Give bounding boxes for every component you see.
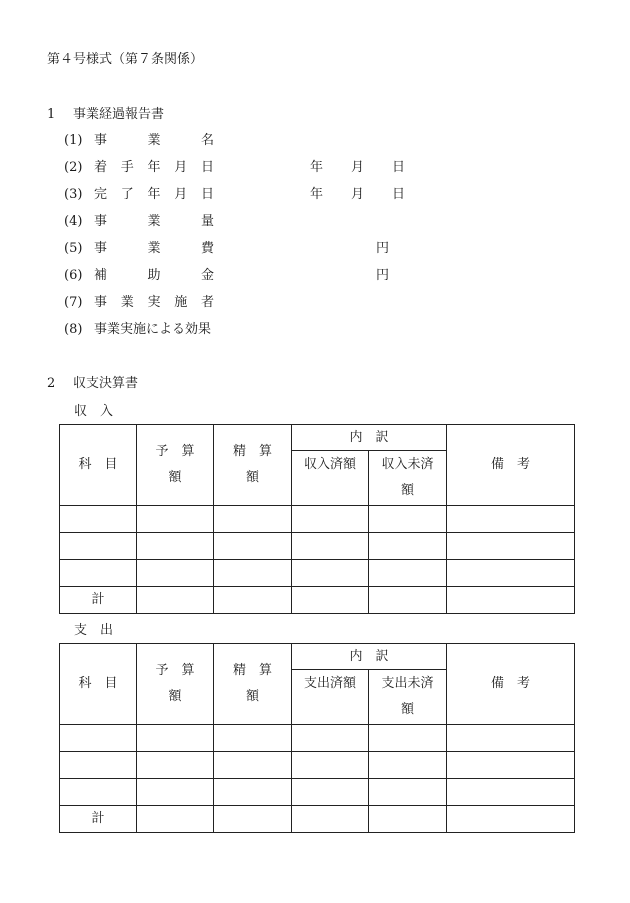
item-label: 完 了 年 月 日 [94,187,214,202]
section1-title-text: 事業経過報告書 [73,107,165,122]
header-paid: 支出済額 [292,670,369,725]
header-settlement: 精 算 額 [214,425,292,506]
header-breakdown: 内 訳 [292,425,447,451]
header-subject: 科 目 [60,425,137,506]
income-heading: 収 入 [74,404,114,419]
header-subject: 科 目 [60,644,137,725]
yen-unit: 円 [376,268,390,283]
expense-table [59,643,575,833]
header-unpaid: 支出未済 額 [369,670,447,725]
item-label: 補 助 金 [94,268,214,283]
total-row [60,806,575,833]
item-label: 事業実施による効果 [94,322,212,337]
item-label: 事 業 実 施 者 [94,295,214,310]
item-label: 着 手 年 月 日 [94,160,214,175]
form-title: 第４号様式（第７条関係） [47,52,204,67]
item-number: (4) [64,214,83,229]
item-number: (8) [64,322,83,337]
table-row [60,752,575,779]
header-budget: 予 算 額 [137,644,214,725]
total-label: 計 [60,587,137,614]
item-number: (1) [64,133,83,148]
section1-number: 1 [47,107,56,122]
total-label: 計 [60,806,137,833]
header-received: 収入済額 [292,451,369,506]
section1-title [47,108,164,121]
section2-number: 2 [47,376,56,391]
header-breakdown: 内 訳 [292,644,447,670]
item-label: 事 業 費 [94,241,214,256]
item-number: (7) [64,295,83,310]
item-label: 事 業 量 [94,214,214,229]
table-row [60,560,575,587]
header-unreceived: 収入未済 額 [369,451,447,506]
expense-heading: 支 出 [74,623,114,638]
section2-title-text: 収支決算書 [73,376,139,391]
header-settlement: 精 算 額 [214,644,292,725]
item-number: (2) [64,160,83,175]
item-number: (6) [64,268,83,283]
income-table [59,424,575,614]
date-placeholder: 年 月 日 [310,160,405,175]
header-remarks: 備 考 [447,425,575,506]
table-row [60,506,575,533]
total-row [60,587,575,614]
table-row [60,725,575,752]
yen-unit: 円 [376,241,390,256]
header-remarks: 備 考 [447,644,575,725]
table-row [60,533,575,560]
date-placeholder: 年 月 日 [310,187,405,202]
item-label: 事 業 名 [94,133,214,148]
header-budget: 予 算 額 [137,425,214,506]
item-number: (5) [64,241,83,256]
item-number: (3) [64,187,83,202]
section2-title [47,377,138,390]
table-row [60,779,575,806]
